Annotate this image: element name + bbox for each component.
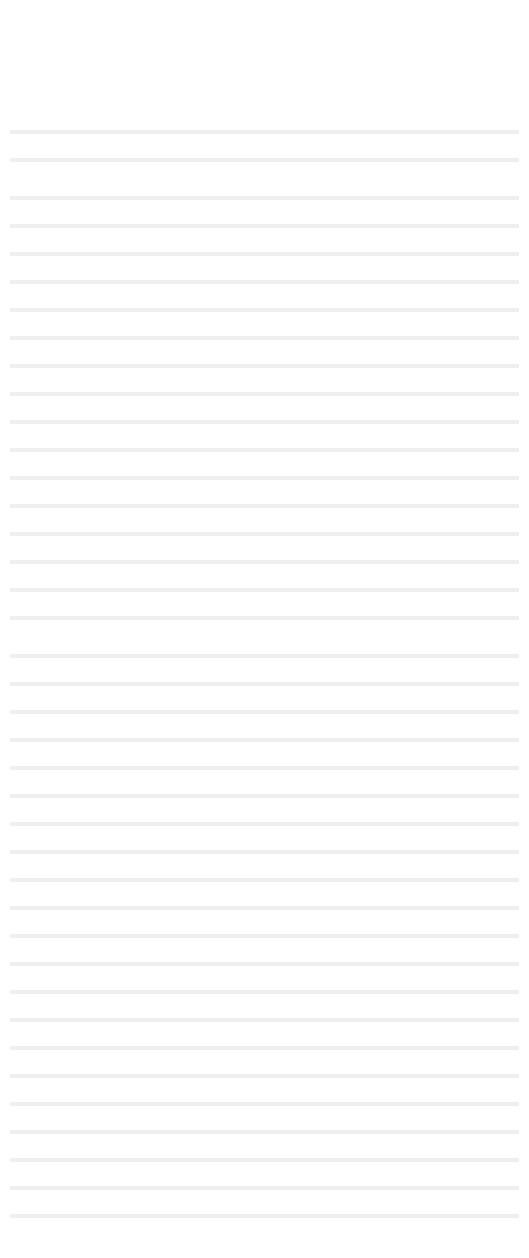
article-byline [10, 72, 519, 92]
article-headline [10, 18, 519, 62]
article-body [10, 110, 519, 1228]
article-paragraph-2 [10, 176, 519, 624]
article-paragraph-1 [10, 110, 519, 166]
article-paragraph-3 [10, 634, 519, 1222]
